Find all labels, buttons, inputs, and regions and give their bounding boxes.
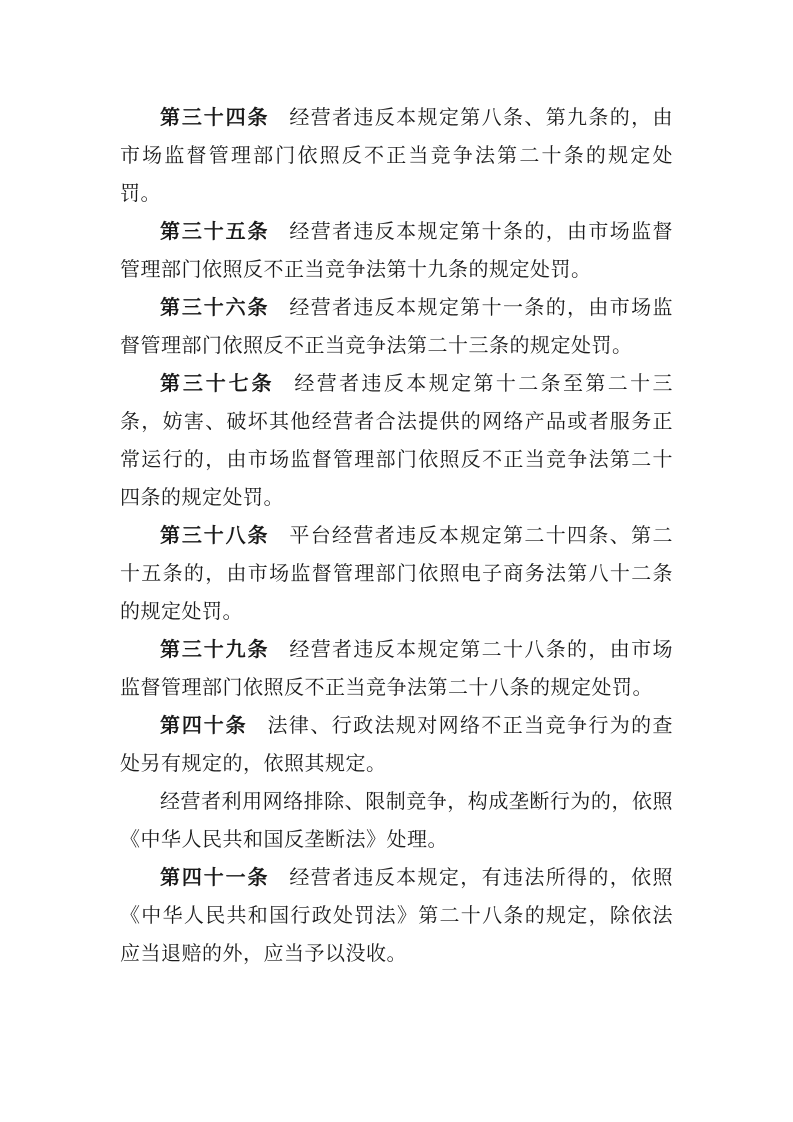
article-text: 经营者违反本规定第十条的，由市场监督管理部门依照反不正当竞争法第十九条的规定处罚。 (120, 219, 674, 281)
article-number: 第四十一条 (160, 865, 270, 889)
article-text: 经营者违反本规定第十二条至第二十三条，妨害、破坏其他经营者合法提供的网络产品或者服务正常运行的，由市场监督管理部门依照反不正当竞争法第二十四条的规定处罚。 (120, 371, 674, 509)
article-text: 经营者违反本规定第二十八条的，由市场监督管理部门依照反不正当竞争法第二十八条的规定处罚。 (120, 637, 674, 699)
article-40 (120, 706, 673, 782)
article-number: 第三十九条 (160, 637, 270, 661)
article-35 (120, 212, 673, 288)
article-text: 经营者利用网络排除、限制竞争，构成垄断行为的，依照《中华人民共和国反垄断法》处理。 (120, 789, 673, 851)
article-text: 平台经营者违反本规定第二十四条、第二十五条的，由市场监督管理部门依照电子商务法第八十二条的规定处罚。 (120, 523, 674, 623)
article-number: 第四十条 (160, 713, 248, 737)
article-text: 经营者违反本规定第十一条的，由市场监督管理部门依照反不正当竞争法第二十三条的规定处罚。 (120, 295, 674, 357)
article-36 (120, 288, 673, 364)
article-number: 第三十四条 (160, 105, 270, 129)
article-number: 第三十八条 (160, 523, 270, 547)
article-number: 第三十五条 (160, 219, 270, 243)
article-34 (120, 98, 673, 212)
article-41 (120, 858, 673, 972)
article-number: 第三十七条 (160, 371, 275, 395)
article-text: 法律、行政法规对网络不正当竞争行为的查处另有规定的，依照其规定。 (120, 713, 674, 775)
article-37 (120, 364, 673, 516)
article-40-paragraph-2 (120, 782, 673, 858)
article-number: 第三十六条 (160, 295, 270, 319)
document-body (120, 98, 673, 972)
article-text: 经营者违反本规定，有违法所得的，依照《中华人民共和国行政处罚法》第二十八条的规定，除依法应当退赔的外，应当予以没收。 (120, 865, 674, 965)
article-38 (120, 516, 673, 630)
article-text: 经营者违反本规定第八条、第九条的，由市场监督管理部门依照反不正当竞争法第二十条的规定处罚。 (120, 105, 674, 205)
article-39 (120, 630, 673, 706)
